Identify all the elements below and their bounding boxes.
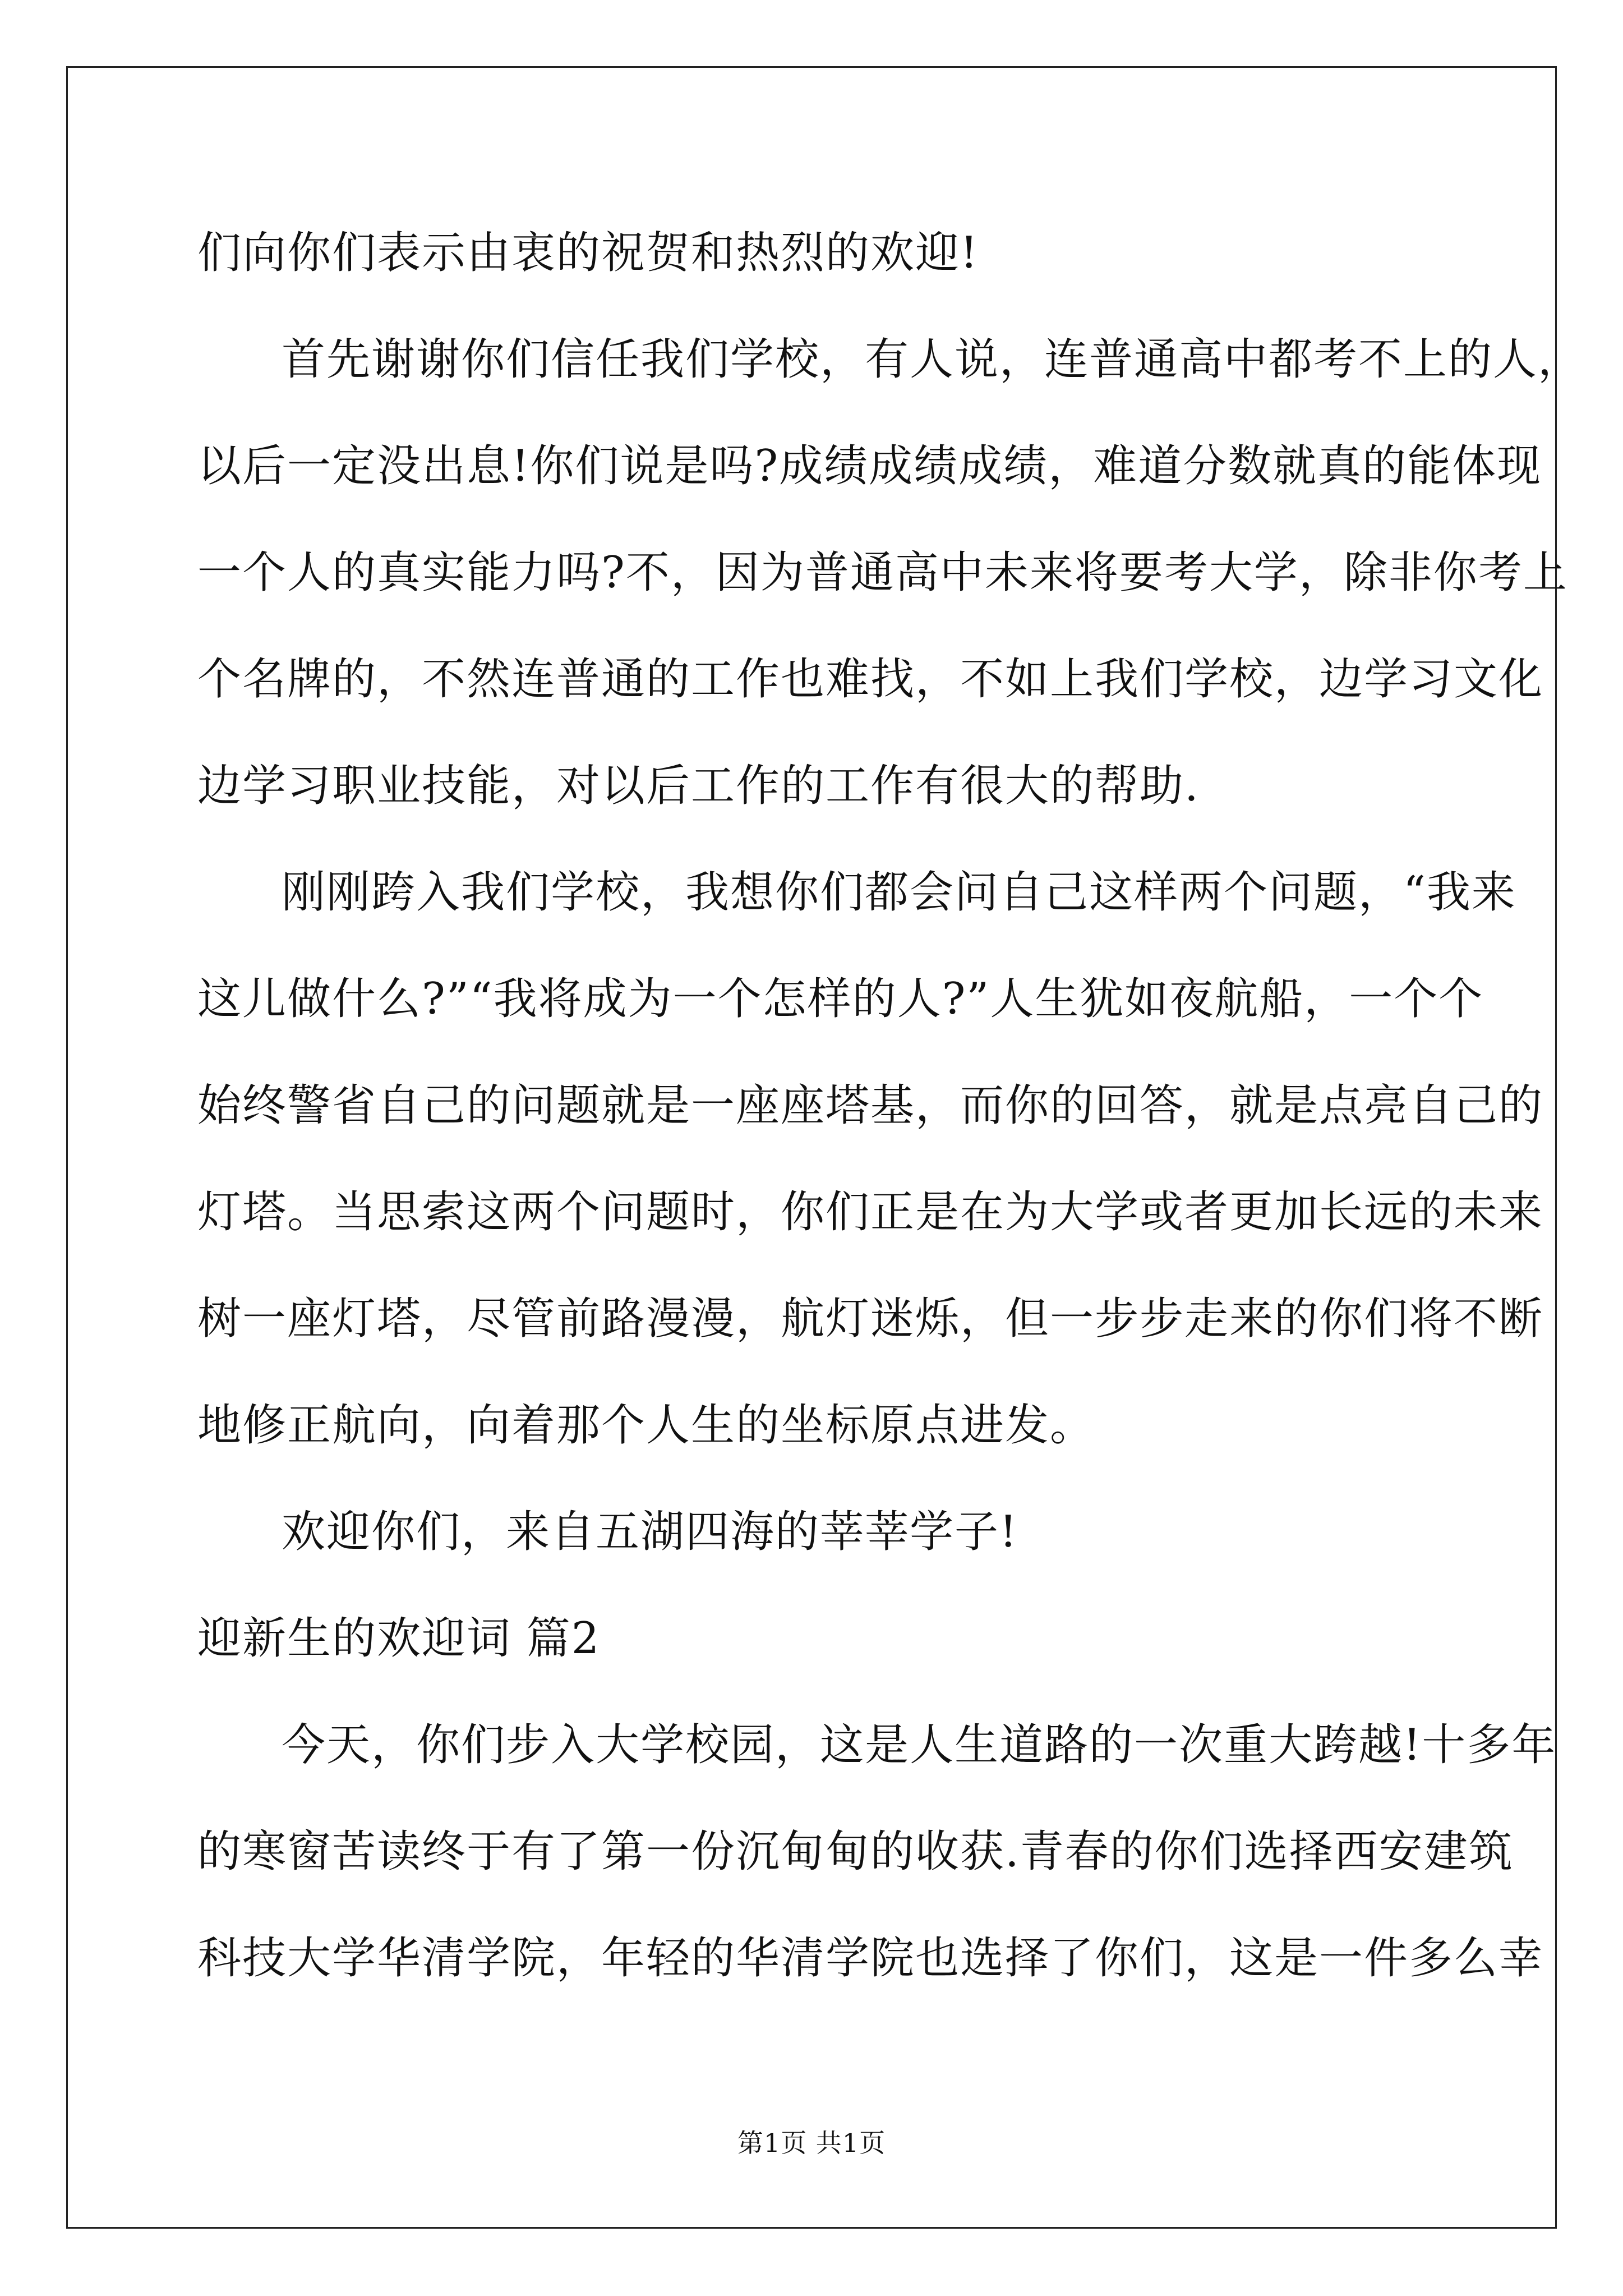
text-line: 一个人的真实能力吗?不，因为普通高中未来将要考大学，除非你考上: [197, 547, 1568, 598]
text-line: 这儿做什么?”“我将成为一个怎样的人?”人生犹如夜航船，一个个: [197, 974, 1484, 1024]
paragraph-first-line: 今天，你们步入大学校园，这是人生道路的一次重大跨越!十多年: [282, 1720, 1557, 1770]
document-body: [197, 200, 1583, 2012]
text-line: 灯塔。当思索这两个问题时，你们正是在为大学或者更加长远的未来: [197, 1187, 1544, 1237]
text-line: 个名牌的，不然连普通的工作也难找，不如上我们学校，边学习文化: [197, 654, 1544, 705]
text-line: 的寒窗苦读终于有了第一份沉甸甸的收获.青春的你们选择西安建筑: [197, 1826, 1514, 1877]
text-line: 地修正航向，向着那个人生的坐标原点进发。: [197, 1400, 1095, 1451]
paragraph-first-line: 首先谢谢你们信任我们学校，有人说，连普通高中都考不上的人，: [282, 334, 1583, 385]
section-heading: 迎新生的欢迎词 篇2: [197, 1613, 601, 1664]
text-line: 以后一定没出息!你们说是吗?成绩成绩成绩，难道分数就真的能体现: [197, 441, 1542, 491]
page-number-footer: 第1页 共1页: [737, 2128, 886, 2158]
paragraph-first-line: 刚刚跨入我们学校，我想你们都会问自己这样两个问题，“我来: [282, 867, 1516, 918]
text-line: 始终警省自己的问题就是一座座塔基，而你的回答，就是点亮自己的: [197, 1080, 1544, 1131]
text-line: 们向你们表示由衷的祝贺和热烈的欢迎!: [197, 228, 979, 278]
text-line: 树一座灯塔，尽管前路漫漫，航灯迷烁，但一步步走来的你们将不断: [197, 1294, 1544, 1344]
text-line: 科技大学华清学院，年轻的华清学院也选择了你们，这是一件多么幸: [197, 1933, 1544, 1984]
text-line: 边学习职业技能，对以后工作的工作有很大的帮助.: [197, 761, 1200, 811]
paragraph-first-line: 欢迎你们，来自五湖四海的莘莘学子!: [282, 1507, 1018, 1557]
